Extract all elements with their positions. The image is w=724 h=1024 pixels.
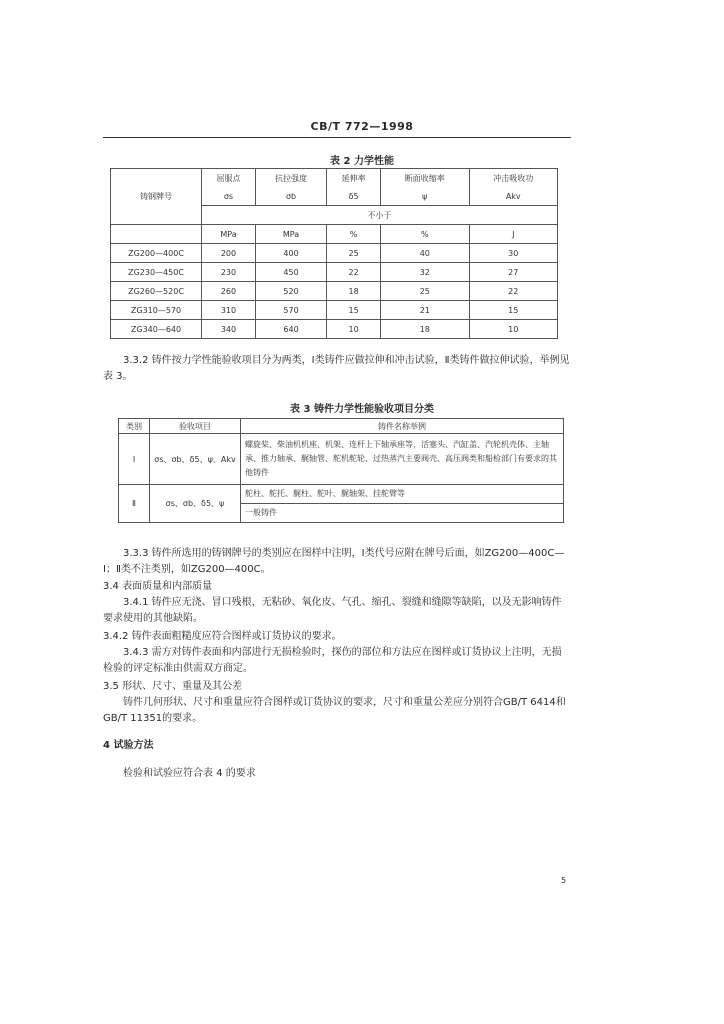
heading-3-4: 3.4 表面质量和内部质量: [103, 581, 213, 592]
value-cell: 22: [469, 282, 557, 301]
header-examples: 铸件名称举例: [241, 419, 564, 434]
heading-3-5: 3.5 形状、尺寸、重量及其公差: [103, 681, 243, 692]
table-row: [119, 485, 564, 504]
value-cell: 40: [381, 244, 469, 263]
value-cell: 32: [381, 263, 469, 282]
items-cell: σs、σb、δ5、ψ、Akv: [150, 434, 241, 485]
unit-yield: MPa: [202, 225, 256, 244]
col-tensile-name: 抗拉强度: [255, 169, 326, 188]
value-cell: 25: [327, 244, 381, 263]
para-3-4-3: 3.4.3 需方对铸件表面和内部进行无损检验时，探伤的部位和方法应在图样或订货协议上注明，无损检验的评定标准由供需双方商定。: [103, 647, 562, 674]
value-cell: 520: [255, 282, 326, 301]
grade-cell: ZG260—520C: [111, 282, 202, 301]
para-3-3-2: 3.3.2 铸件按力学性能验收项目分为两类，Ⅰ类铸件应做拉伸和冲击试验，Ⅱ类铸件做拉伸试验，举例见表 3。: [103, 355, 570, 382]
value-cell: 18: [327, 282, 381, 301]
unit-impact: J: [469, 225, 557, 244]
table-row: [111, 282, 558, 301]
col-elongation-name: 延伸率: [327, 169, 381, 188]
col-yield-name: 屈服点: [202, 169, 256, 188]
value-cell: 21: [381, 301, 469, 320]
unit-reduction: %: [381, 225, 469, 244]
para-3-4-2: 3.4.2 铸件表面粗糙度应符合图样或订货协议的要求。: [103, 631, 342, 642]
mechanical-properties-table: [110, 168, 558, 339]
unit-elongation: %: [327, 225, 381, 244]
value-cell: 15: [327, 301, 381, 320]
header-items: 验收项目: [150, 419, 241, 434]
table-row: [111, 301, 558, 320]
examples-cell: 一般铸件: [241, 504, 564, 523]
header-class: 类别: [119, 419, 150, 434]
value-cell: 18: [381, 320, 469, 339]
col-impact-symbol: Akv: [469, 187, 557, 206]
value-cell: 230: [202, 263, 256, 282]
table3-caption: 表 3 铸件力学性能验收项目分类: [290, 404, 434, 415]
table-row: [119, 434, 564, 485]
value-cell: 25: [381, 282, 469, 301]
value-cell: 15: [469, 301, 557, 320]
col-yield-symbol: σs: [202, 187, 256, 206]
value-cell: 570: [255, 301, 326, 320]
class-cell: Ⅱ: [119, 485, 150, 523]
document-header: CB/T 772—1998: [310, 120, 414, 133]
page-number: 5: [561, 876, 567, 885]
value-cell: 27: [469, 263, 557, 282]
grade-cell: ZG230—450C: [111, 263, 202, 282]
header-rule: [103, 137, 571, 138]
unit-tensile: MPa: [255, 225, 326, 244]
para-4-body: 检验和试验应符合表 4 的要求: [123, 768, 256, 779]
value-cell: 450: [255, 263, 326, 282]
value-cell: 260: [202, 282, 256, 301]
examples-cell: 舵柱、舵托、艉柱、舵叶、艉轴架、挂舵臂等: [241, 485, 564, 504]
col-tensile-symbol: σb: [255, 187, 326, 206]
heading-4: 4 试验方法: [103, 740, 154, 751]
para-3-3-3: 3.3.3 铸件所选用的铸钢牌号的类别应在图样中注明，Ⅰ类代号应附在牌号后面，如ZG200—400C—Ⅰ；Ⅱ类不注类别，如ZG200—400C。: [103, 548, 565, 575]
grade-cell: ZG200—400C: [111, 244, 202, 263]
value-cell: 340: [202, 320, 256, 339]
min-label: 不小于: [202, 206, 558, 225]
value-cell: 310: [202, 301, 256, 320]
table-row: [111, 320, 558, 339]
value-cell: 22: [327, 263, 381, 282]
value-cell: 200: [202, 244, 256, 263]
inspection-category-table: [118, 418, 564, 523]
para-3-4-1: 3.4.1 铸件应无浇、冒口残根，无粘砂、氧化皮、气孔、缩孔、裂缝和缝隙等缺陷，以及无影响铸件要求使用的其他缺陷。: [103, 597, 562, 624]
table2-caption: 表 2 力学性能: [330, 156, 394, 167]
table-row: [111, 244, 558, 263]
grade-cell: ZG340—640: [111, 320, 202, 339]
examples-cell: 螺旋桨、柴油机机座、机架、连杆上下轴承座等，活塞头、汽缸盖、汽轮机壳体、主轴承、推力轴承、艉轴管、舵机舵轮、过热蒸汽主要阀壳、高压阀类和船检部门有要求的其他铸件: [241, 434, 564, 485]
class-cell: Ⅰ: [119, 434, 150, 485]
grade-cell: ZG310—570: [111, 301, 202, 320]
value-cell: 640: [255, 320, 326, 339]
value-cell: 10: [327, 320, 381, 339]
value-cell: 30: [469, 244, 557, 263]
col-reduction-name: 断面收缩率: [381, 169, 469, 188]
col-reduction-symbol: ψ: [381, 187, 469, 206]
table-row: [111, 263, 558, 282]
value-cell: 400: [255, 244, 326, 263]
col-elongation-symbol: δ5: [327, 187, 381, 206]
value-cell: 10: [469, 320, 557, 339]
items-cell: σs、σb、δ5、ψ: [150, 485, 241, 523]
para-3-5-body: 铸件几何形状、尺寸和重量应符合图样或订货协议的要求，尺寸和重量公差应分别符合GB/T 6414和GB/T 11351的要求。: [103, 697, 566, 724]
grade-header: 铸钢牌号: [111, 169, 202, 225]
col-impact-name: 冲击吸收功: [469, 169, 557, 188]
